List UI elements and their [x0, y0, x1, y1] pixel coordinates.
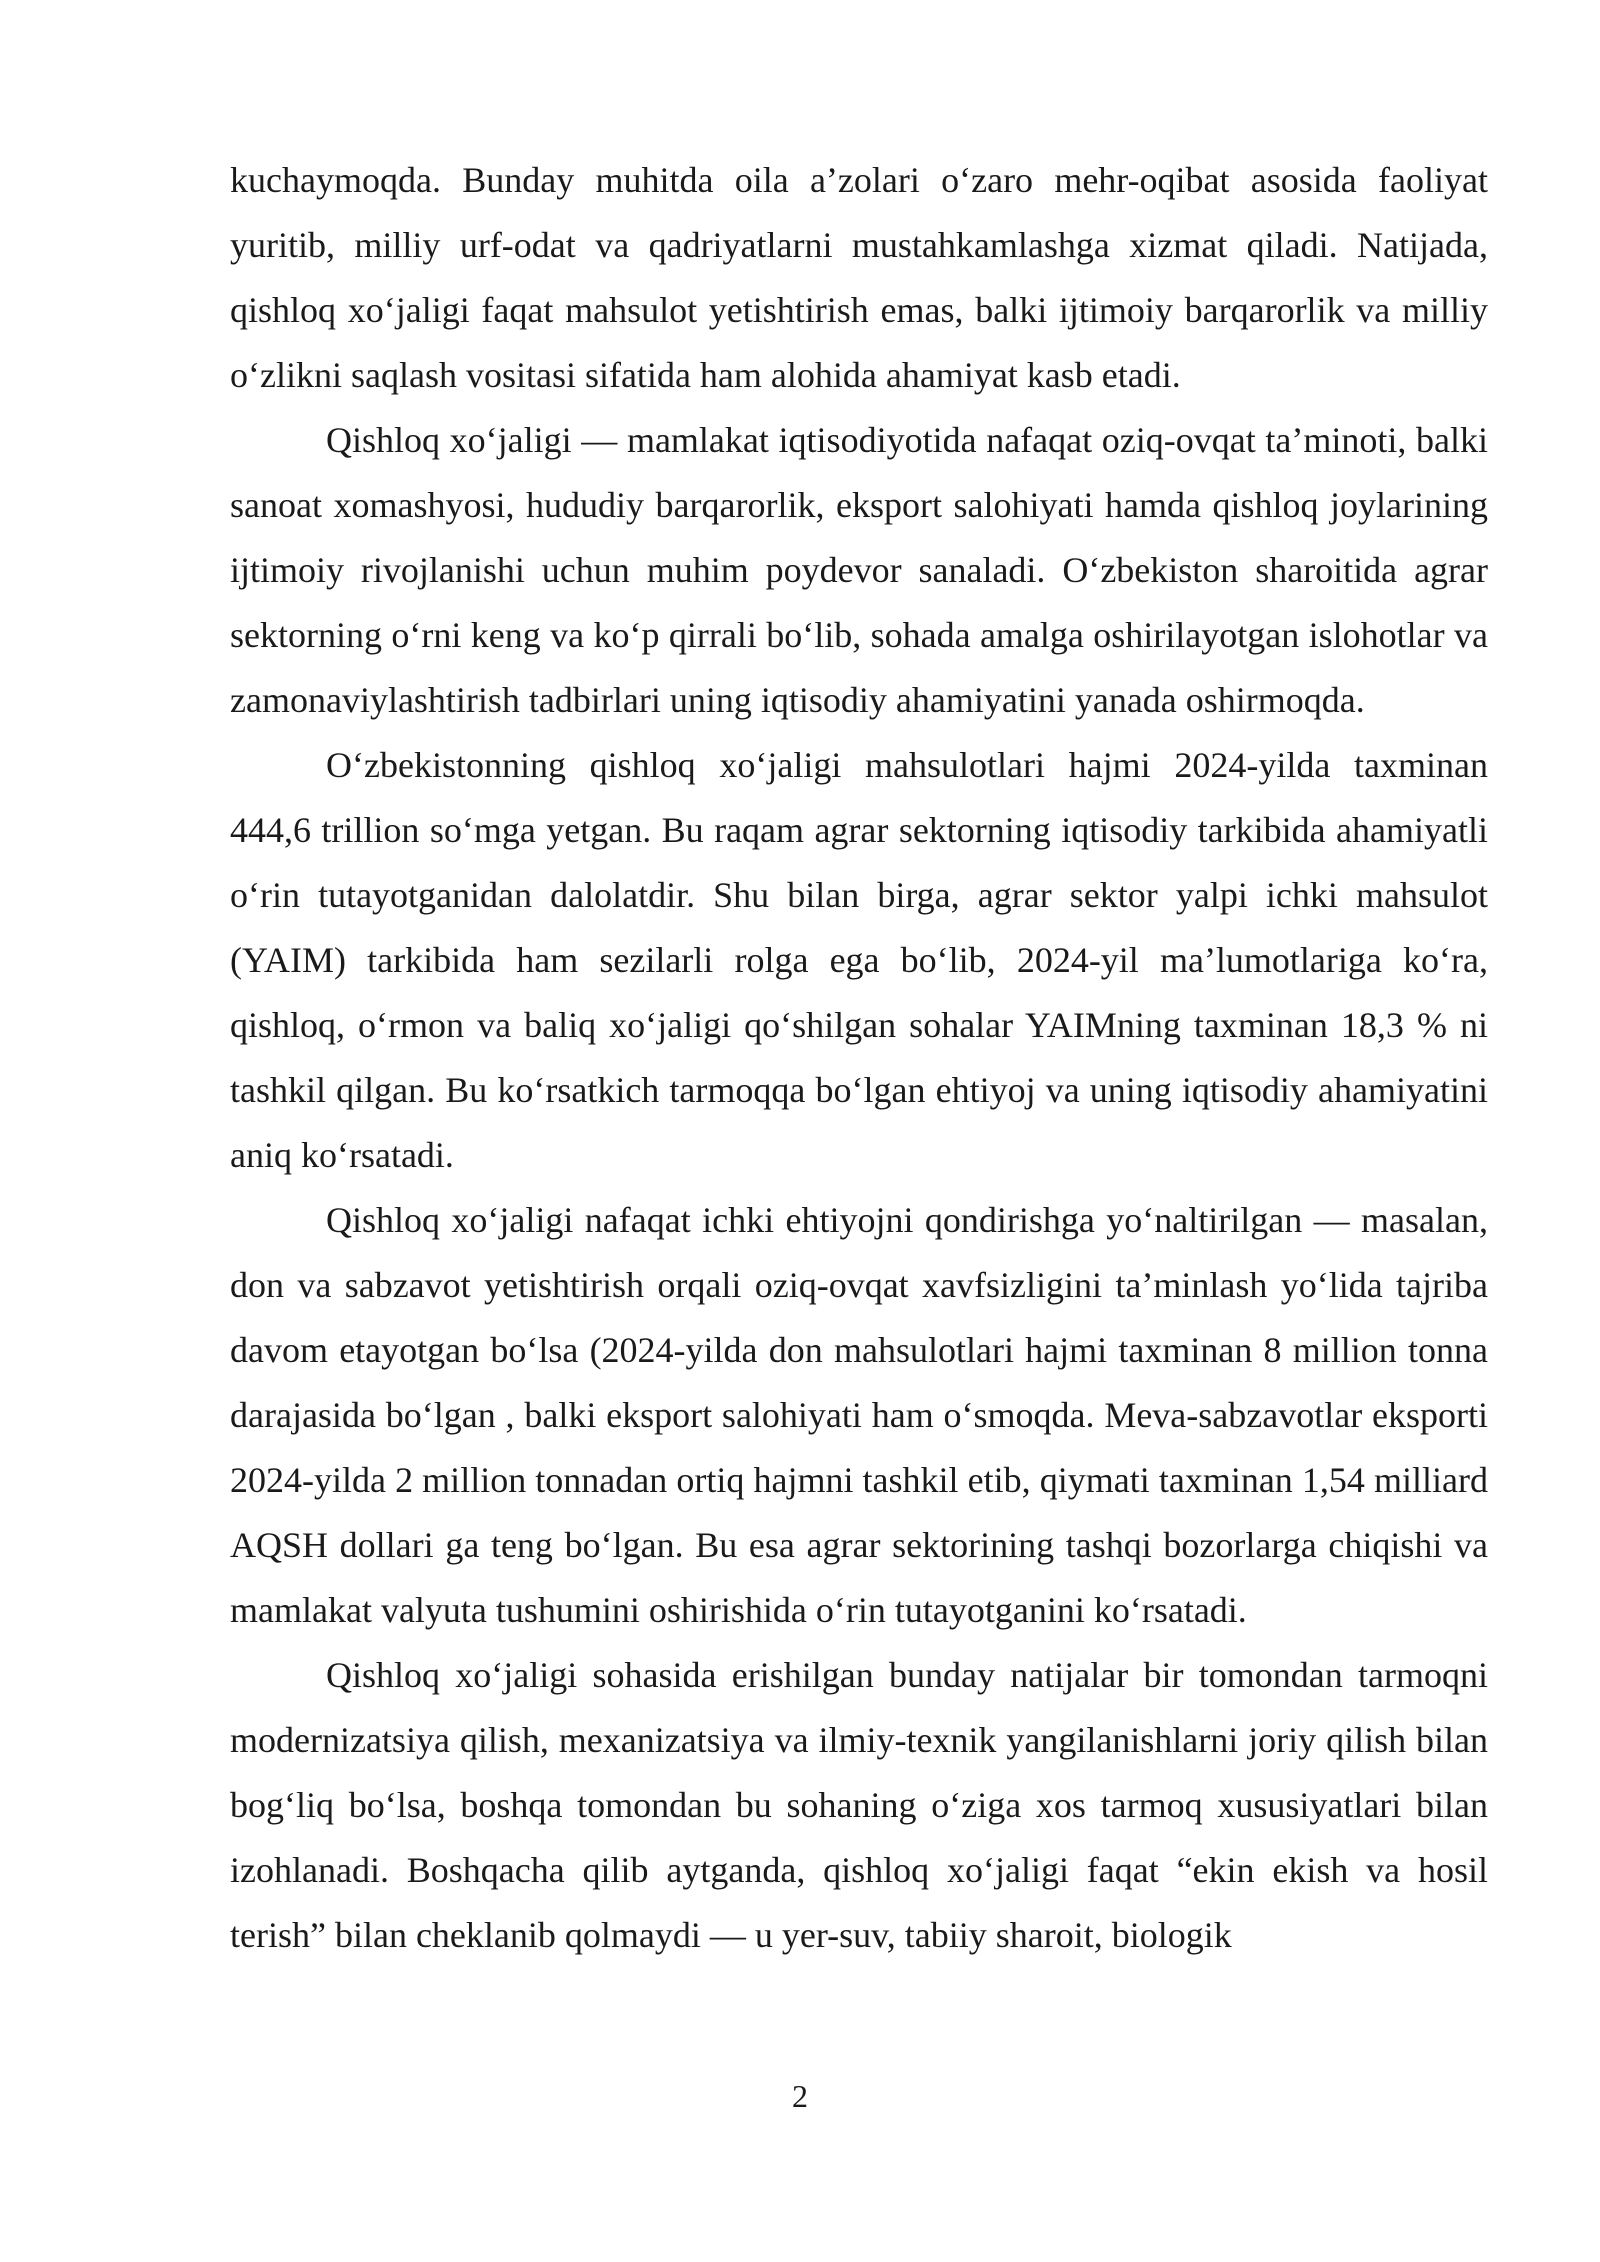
paragraph-modernization: Qishloq xo‘jaligi sohasida erishilgan bunday natijalar bir tomondan tarmoqni modernizatsiya qilish, mexanizatsiya va ilmiy-texnik yangilanishlarni joriy qilish bilan bog‘liq bo‘lsa, boshqa tomondan bu sohaning o‘ziga xos tarmoq xususiyatlari bilan izohlanadi. Boshqacha qilib aytganda, qishloq xo‘jaligi faqat “ekin ekish va hosil terish” bilan cheklanib qolmaydi — u yer-suv, tabiiy sharoit, biologik: [230, 1655, 1488, 1955]
body-text: [230, 148, 1488, 1968]
paragraph-production-volume: O‘zbekistonning qishloq xo‘jaligi mahsulotlari hajmi 2024-yilda taxminan 444,6 trillion so‘mga yetgan. Bu raqam agrar sektorning iqtisodiy tarkibida ahamiyatli o‘rin tutayotganidan dalolatdir. Shu bilan birga, agrar sektor yalpi ichki mahsulot (YAIM) tarkibida ham sezilarli rolga ega bo‘lib, 2024-yil ma’lumotlariga ko‘ra, qishloq, o‘rmon va baliq xo‘jaligi qo‘shilgan sohalar YAIMning taxminan 18,3 % ni tashkil qilgan. Bu ko‘rsatkich tarmoqqa bo‘lgan ehtiyoj va uning iqtisodiy ahamiyatini aniq ko‘rsatadi.: [230, 745, 1488, 1175]
paragraph-agrar-role: Qishloq xo‘jaligi — mamlakat iqtisodiyotida nafaqat oziq-ovqat ta’minoti, balki sanoat xomashyosi, hududiy barqarorlik, eksport salohiyati hamda qishloq joylarining ijtimoiy rivojlanishi uchun muhim poydevor sanaladi. O‘zbekiston sharoitida agrar sektorning o‘rni keng va ko‘p qirrali bo‘lib, sohada amalga oshirilayotgan islohotlar va zamonaviylashtirish tadbirlari uning iqtisodiy ahamiyatini yanada oshirmoqda.: [230, 420, 1488, 720]
page-number: 2: [792, 2078, 808, 2114]
paragraph-continuation: kuchaymoqda. Bunday muhitda oila a’zolari o‘zaro mehr-oqibat asosida faoliyat yuritib, milliy urf-odat va qadriyatlarni mustahkamlashga xizmat qiladi. Natijada, qishloq xo‘jaligi faqat mahsulot yetishtirish emas, balki ijtimoiy barqarorlik va milliy o‘zlikni saqlash vositasi sifatida ham alohida ahamiyat kasb etadi.: [230, 160, 1488, 395]
paragraph-export-potential: Qishloq xo‘jaligi nafaqat ichki ehtiyojni qondirishga yo‘naltirilgan — masalan, don va sabzavot yetishtirish orqali oziq-ovqat xavfsizligini ta’minlash yo‘lida tajriba davom etayotgan bo‘lsa (2024-yilda don mahsulotlari hajmi taxminan 8 million tonna darajasida bo‘lgan , balki eksport salohiyati ham o‘smoqda. Meva-sabzavotlar eksporti 2024-yilda 2 million tonnadan ortiq hajmni tashkil etib, qiymati taxminan 1,54 milliard AQSH dollari ga teng bo‘lgan. Bu esa agrar sektorining tashqi bozorlarga chiqishi va mamlakat valyuta tushumini oshirishida o‘rin tutayotganini ko‘rsatadi.: [230, 1200, 1488, 1630]
